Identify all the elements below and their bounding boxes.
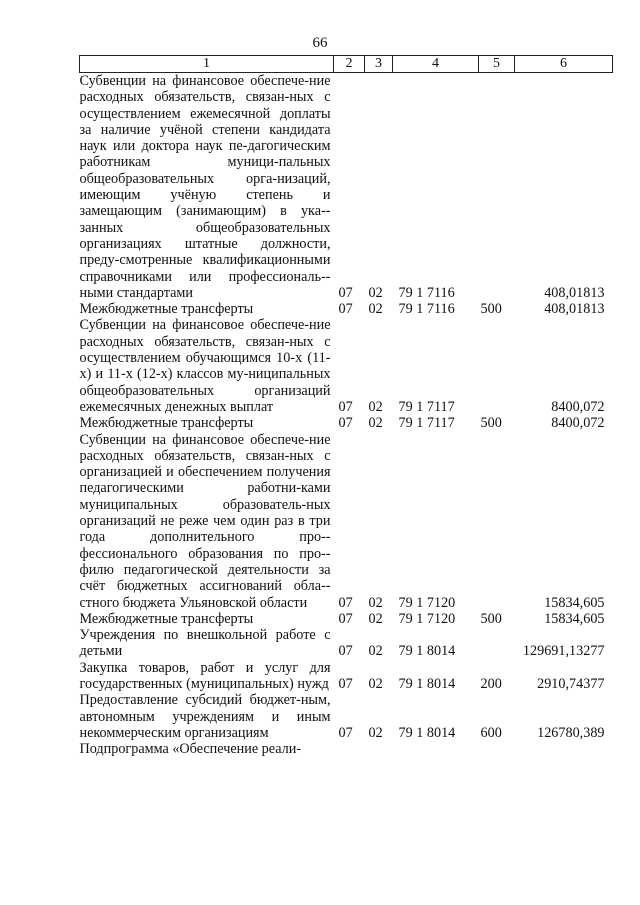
row-prz: 02 — [368, 398, 383, 415]
row-rz: 07 — [338, 301, 353, 318]
row-csr: 79 1 8014 — [398, 643, 456, 660]
table-row — [80, 301, 613, 317]
row-rz: 07 — [338, 643, 353, 660]
row-rz — [334, 741, 365, 757]
table-row — [80, 73, 613, 302]
row-vr — [479, 627, 515, 660]
row-csr: 79 1 7116 — [398, 284, 455, 301]
row-name: Межбюджетные трансферты — [79, 415, 254, 432]
row-name: Межбюджетные трансферты — [79, 301, 254, 318]
row-vr: 600 — [480, 724, 502, 741]
row-vr: 500 — [480, 610, 502, 627]
row-rz: 07 — [338, 398, 353, 415]
row-prz: 02 — [368, 724, 383, 741]
row-prz: 02 — [368, 610, 383, 627]
row-sum: 408,01813 — [544, 284, 605, 301]
row-prz: 02 — [368, 415, 383, 432]
column-header: 3 — [365, 56, 393, 73]
table-row — [80, 432, 613, 611]
budget-table — [79, 55, 613, 757]
row-sum: 8400,072 — [551, 398, 605, 415]
row-prz: 02 — [368, 284, 383, 301]
row-prz: 02 — [368, 675, 383, 692]
column-header: 2 — [334, 56, 365, 73]
row-sum: 15834,605 — [544, 610, 605, 627]
table-row — [80, 741, 613, 757]
row-sum: 126780,389 — [537, 724, 605, 741]
row-sum: 129691,13277 — [522, 643, 605, 660]
row-csr — [393, 741, 479, 757]
row-name: Межбюджетные трансферты — [79, 610, 254, 627]
row-sum: 8400,072 — [551, 415, 605, 432]
row-csr: 79 1 8014 — [398, 675, 456, 692]
table-row — [80, 317, 613, 415]
row-rz: 07 — [338, 724, 353, 741]
page-number: 66 — [312, 35, 328, 51]
row-sum: 408,01813 — [544, 301, 605, 318]
row-name: Субвенции на финансовое обеспече-ние расходных обязательств, связан-ных с осуществлением обучающимся 10-х (11-х) и 11-х (12-х) классов му-ниципальных общеобразовательных организаций ежемесячных денежных выплат — [79, 317, 331, 415]
row-name: Подпрограмма «Обеспечение реали- — [79, 741, 302, 758]
row-name: Учреждения по внешкольной работе с детьми — [79, 627, 331, 660]
row-rz: 07 — [338, 284, 353, 301]
row-vr: 500 — [480, 415, 502, 432]
table-row — [80, 415, 613, 431]
row-prz: 02 — [368, 643, 383, 660]
row-vr: 500 — [480, 301, 502, 318]
row-rz: 07 — [338, 610, 353, 627]
table-row — [80, 660, 613, 693]
row-vr: 200 — [480, 675, 502, 692]
row-csr: 79 1 7117 — [398, 398, 455, 415]
row-rz: 07 — [338, 675, 353, 692]
row-name: Субвенции на финансовое обеспече-ние расходных обязательств, связан-ных с осуществлением ежемесячной доплаты за наличие учёной степени кандидата наук или доктора наук пе-дагогическим работникам муници-пальных общеобразовательных орга-низаций, имеющим учёную степень и замещающим (занимающим) в ука-занных общеобразовательных организациях штатные должности, преду-смотренные квалификационными справочниками или профессиональ-ными стандартами — [79, 73, 331, 301]
row-csr: 79 1 7117 — [398, 415, 455, 432]
row-rz: 07 — [338, 415, 353, 432]
column-header: 4 — [393, 56, 479, 73]
row-vr — [479, 741, 515, 757]
row-vr — [479, 73, 515, 302]
row-sum — [515, 741, 613, 757]
column-header: 6 — [515, 56, 613, 73]
row-csr: 79 1 7120 — [398, 594, 456, 611]
column-header: 1 — [80, 56, 334, 73]
row-name: Закупка товаров, работ и услуг для государственных (муниципальных) нужд — [79, 659, 331, 692]
row-name: Предоставление субсидий бюджет-ным, автономным учреждениям и иным некоммерческим организациям — [79, 692, 331, 741]
row-prz: 02 — [368, 594, 383, 611]
table-row — [80, 627, 613, 660]
row-sum: 15834,605 — [544, 594, 605, 611]
row-vr — [479, 317, 515, 415]
row-sum: 2910,74377 — [537, 675, 605, 692]
row-csr: 79 1 7116 — [398, 301, 455, 318]
row-prz — [365, 741, 393, 757]
table-row — [80, 611, 613, 627]
table-row — [80, 692, 613, 741]
column-header: 5 — [479, 56, 515, 73]
table-header-row — [80, 56, 613, 73]
row-csr: 79 1 8014 — [398, 724, 456, 741]
row-prz: 02 — [368, 301, 383, 318]
row-name: Субвенции на финансовое обеспече-ние расходных обязательств, связан-ных с организацией и обеспечением получения педагогическими работни-ками муниципальных образователь-ных организаций не реже чем один раз в три года дополнительного про-фессионального образования по про-филю педагогической деятельности за счёт бюджетных ассигнований обла-стного бюджета Ульяновской области — [79, 431, 331, 611]
row-csr: 79 1 7120 — [398, 610, 456, 627]
row-vr — [479, 432, 515, 611]
row-rz: 07 — [338, 594, 353, 611]
